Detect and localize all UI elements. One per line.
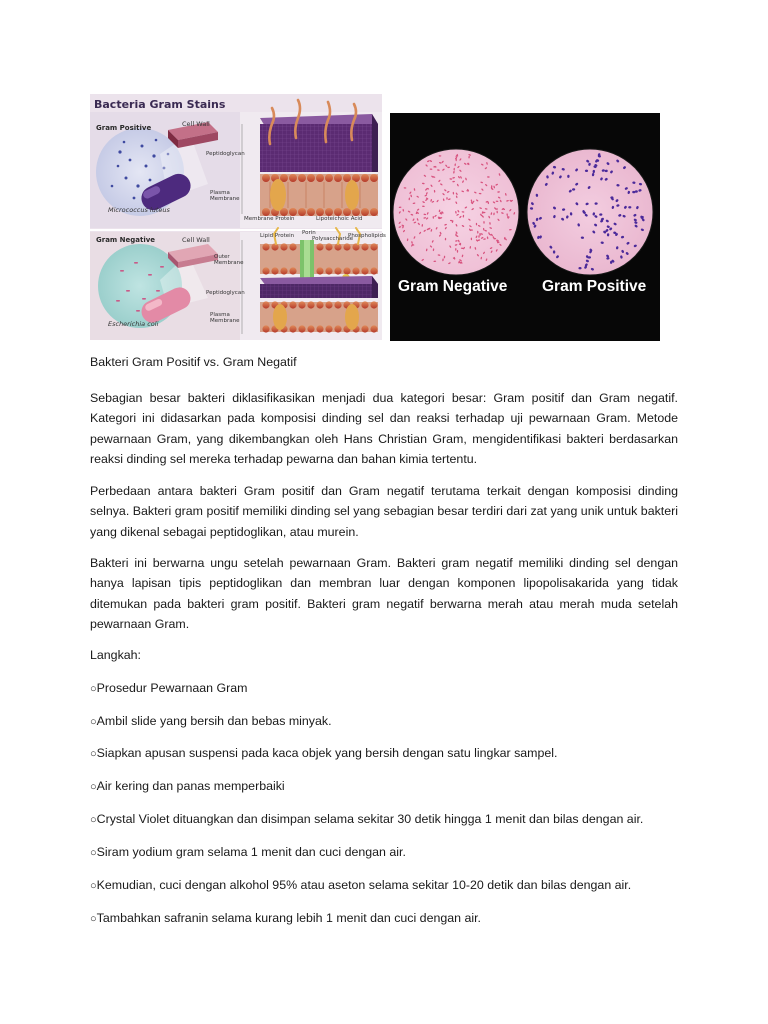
step-text: Kemudian, cuci dengan alkohol 95% atau aseton selama sekitar 10-20 detik dan bilas dengan air. <box>96 878 632 892</box>
porin-label: Porin <box>302 230 316 236</box>
paragraph-2: Perbedaan antara bakteri Gram positif dan Gram negatif terutama terkait dengan komposisi dinding selnya. Bakteri gram positif memiliki dinding sel yang sebagian besar terdiri dari zat yang unik untuk bakteri yang dikenal sebagai peptidoglikan, atau murein. <box>90 484 678 539</box>
list-item <box>90 845 406 859</box>
lipid-protein-label: Lipid Protein <box>260 233 295 239</box>
bullet-icon: ○ <box>90 781 97 793</box>
plasma-membrane-label-negative: Plasma Membrane <box>210 312 240 324</box>
outer-membrane-label: Outer Membrane <box>214 254 244 266</box>
list-item <box>90 746 557 760</box>
step-text: Siram yodium gram selama 1 menit dan cuci dengan air. <box>96 845 406 859</box>
section-heading: Bakteri Gram Positif vs. Gram Negatif <box>90 355 297 369</box>
polysaccharide-label: Polysaccharide <box>312 236 354 242</box>
step-text: Siapkan apusan suspensi pada kaca objek yang bersih dengan satu lingkar sampel. <box>96 746 558 760</box>
bullet-icon: ○ <box>90 913 97 925</box>
peptidoglycan-layer-positive <box>260 124 372 172</box>
cell-wall-label-positive: Cell Wall <box>182 120 210 128</box>
gram-negative-bacterium <box>446 197 447 200</box>
paragraph-1: Sebagian besar bakteri diklasifikasikan menjadi dua kategori besar: Gram positif dan Gram negatif. Kategori ini didasarkan pada komposisi dinding sel dan reaksi terhadap uji pewarnaan Gram. Metode pewarnaan Gram, yang dikembangkan oleh Hans Christian Gram, mengidentifikasi bakteri berdasarkan reaksi dinding sel mereka terhadap pewarna dan bahan kimia tertentu. <box>90 391 678 466</box>
membrane-protein-label: Membrane Protein <box>244 216 295 222</box>
gram-positive-label: Gram Positive <box>96 124 152 132</box>
step-text: Prosedur Pewarnaan Gram <box>96 681 248 695</box>
bullet-icon: ○ <box>90 716 97 728</box>
gram-positive-bacterium <box>553 250 555 253</box>
peptidoglycan-label-positive: Peptidoglycan <box>206 151 245 157</box>
step-text: Air kering dan panas memperbaiki <box>96 779 285 793</box>
list-item <box>90 779 285 793</box>
cell-wall-label-negative: Cell Wall <box>182 236 210 244</box>
list-item <box>90 714 332 728</box>
plasma-membrane-label-positive: Plasma Membrane <box>210 190 240 202</box>
lipoteichoic-acid-label: Lipoteichoic Acid <box>316 216 363 222</box>
peptidoglycan-label-negative: Peptidoglycan <box>206 290 245 296</box>
phospholipids-label: Phospholipids <box>348 233 386 239</box>
gram-positive-micrograph-circle <box>527 149 653 275</box>
micrograph-circles <box>390 113 660 341</box>
gram-negative-label: Gram Negative <box>96 236 156 244</box>
bullet-icon: ○ <box>90 683 97 695</box>
gram-negative-photo-label: Gram Negative <box>398 278 508 295</box>
steps-title: Langkah: <box>90 648 141 662</box>
step-text: Crystal Violet dituangkan dan disimpan selama sekitar 30 detik hingga 1 menit dan bilas dengan air. <box>96 812 644 826</box>
paragraph-3: Bakteri ini berwarna ungu setelah pewarnaan Gram. Bakteri gram negatif memiliki dinding sel dengan hanya lapisan tipis peptidoglikan dan membran luar dengan komponen lipopolisakarida yang tidak ditemukan pada bakteri gram positif. Bakteri gram negatif berwarna merah atau merah muda setelah pewarnaan Gram. <box>90 556 678 631</box>
step-text: Tambahkan safranin selama kurang lebih 1 menit dan cuci dengan air. <box>96 911 482 925</box>
gram-stain-micrographs <box>390 113 660 341</box>
gram-positive-photo-label: Gram Positive <box>542 278 647 295</box>
list-item <box>90 911 481 925</box>
step-text: Ambil slide yang bersih dan bebas minyak. <box>96 714 332 728</box>
bacteria-gram-stains-figure <box>90 94 386 340</box>
list-item <box>90 878 631 892</box>
bullet-icon: ○ <box>90 748 97 760</box>
bullet-icon: ○ <box>90 880 97 892</box>
membrane-protein <box>270 179 286 211</box>
list-item <box>90 681 247 695</box>
bullet-icon: ○ <box>90 814 97 826</box>
list-item <box>90 812 643 826</box>
bullet-icon: ○ <box>90 847 97 859</box>
peptidoglycan-layer-negative <box>260 284 372 298</box>
gram-positive-caption: Micrococcus luteus <box>108 206 170 214</box>
gram-negative-caption: Escherichia coli <box>108 320 159 328</box>
figure-title: Bacteria Gram Stains <box>94 98 226 111</box>
